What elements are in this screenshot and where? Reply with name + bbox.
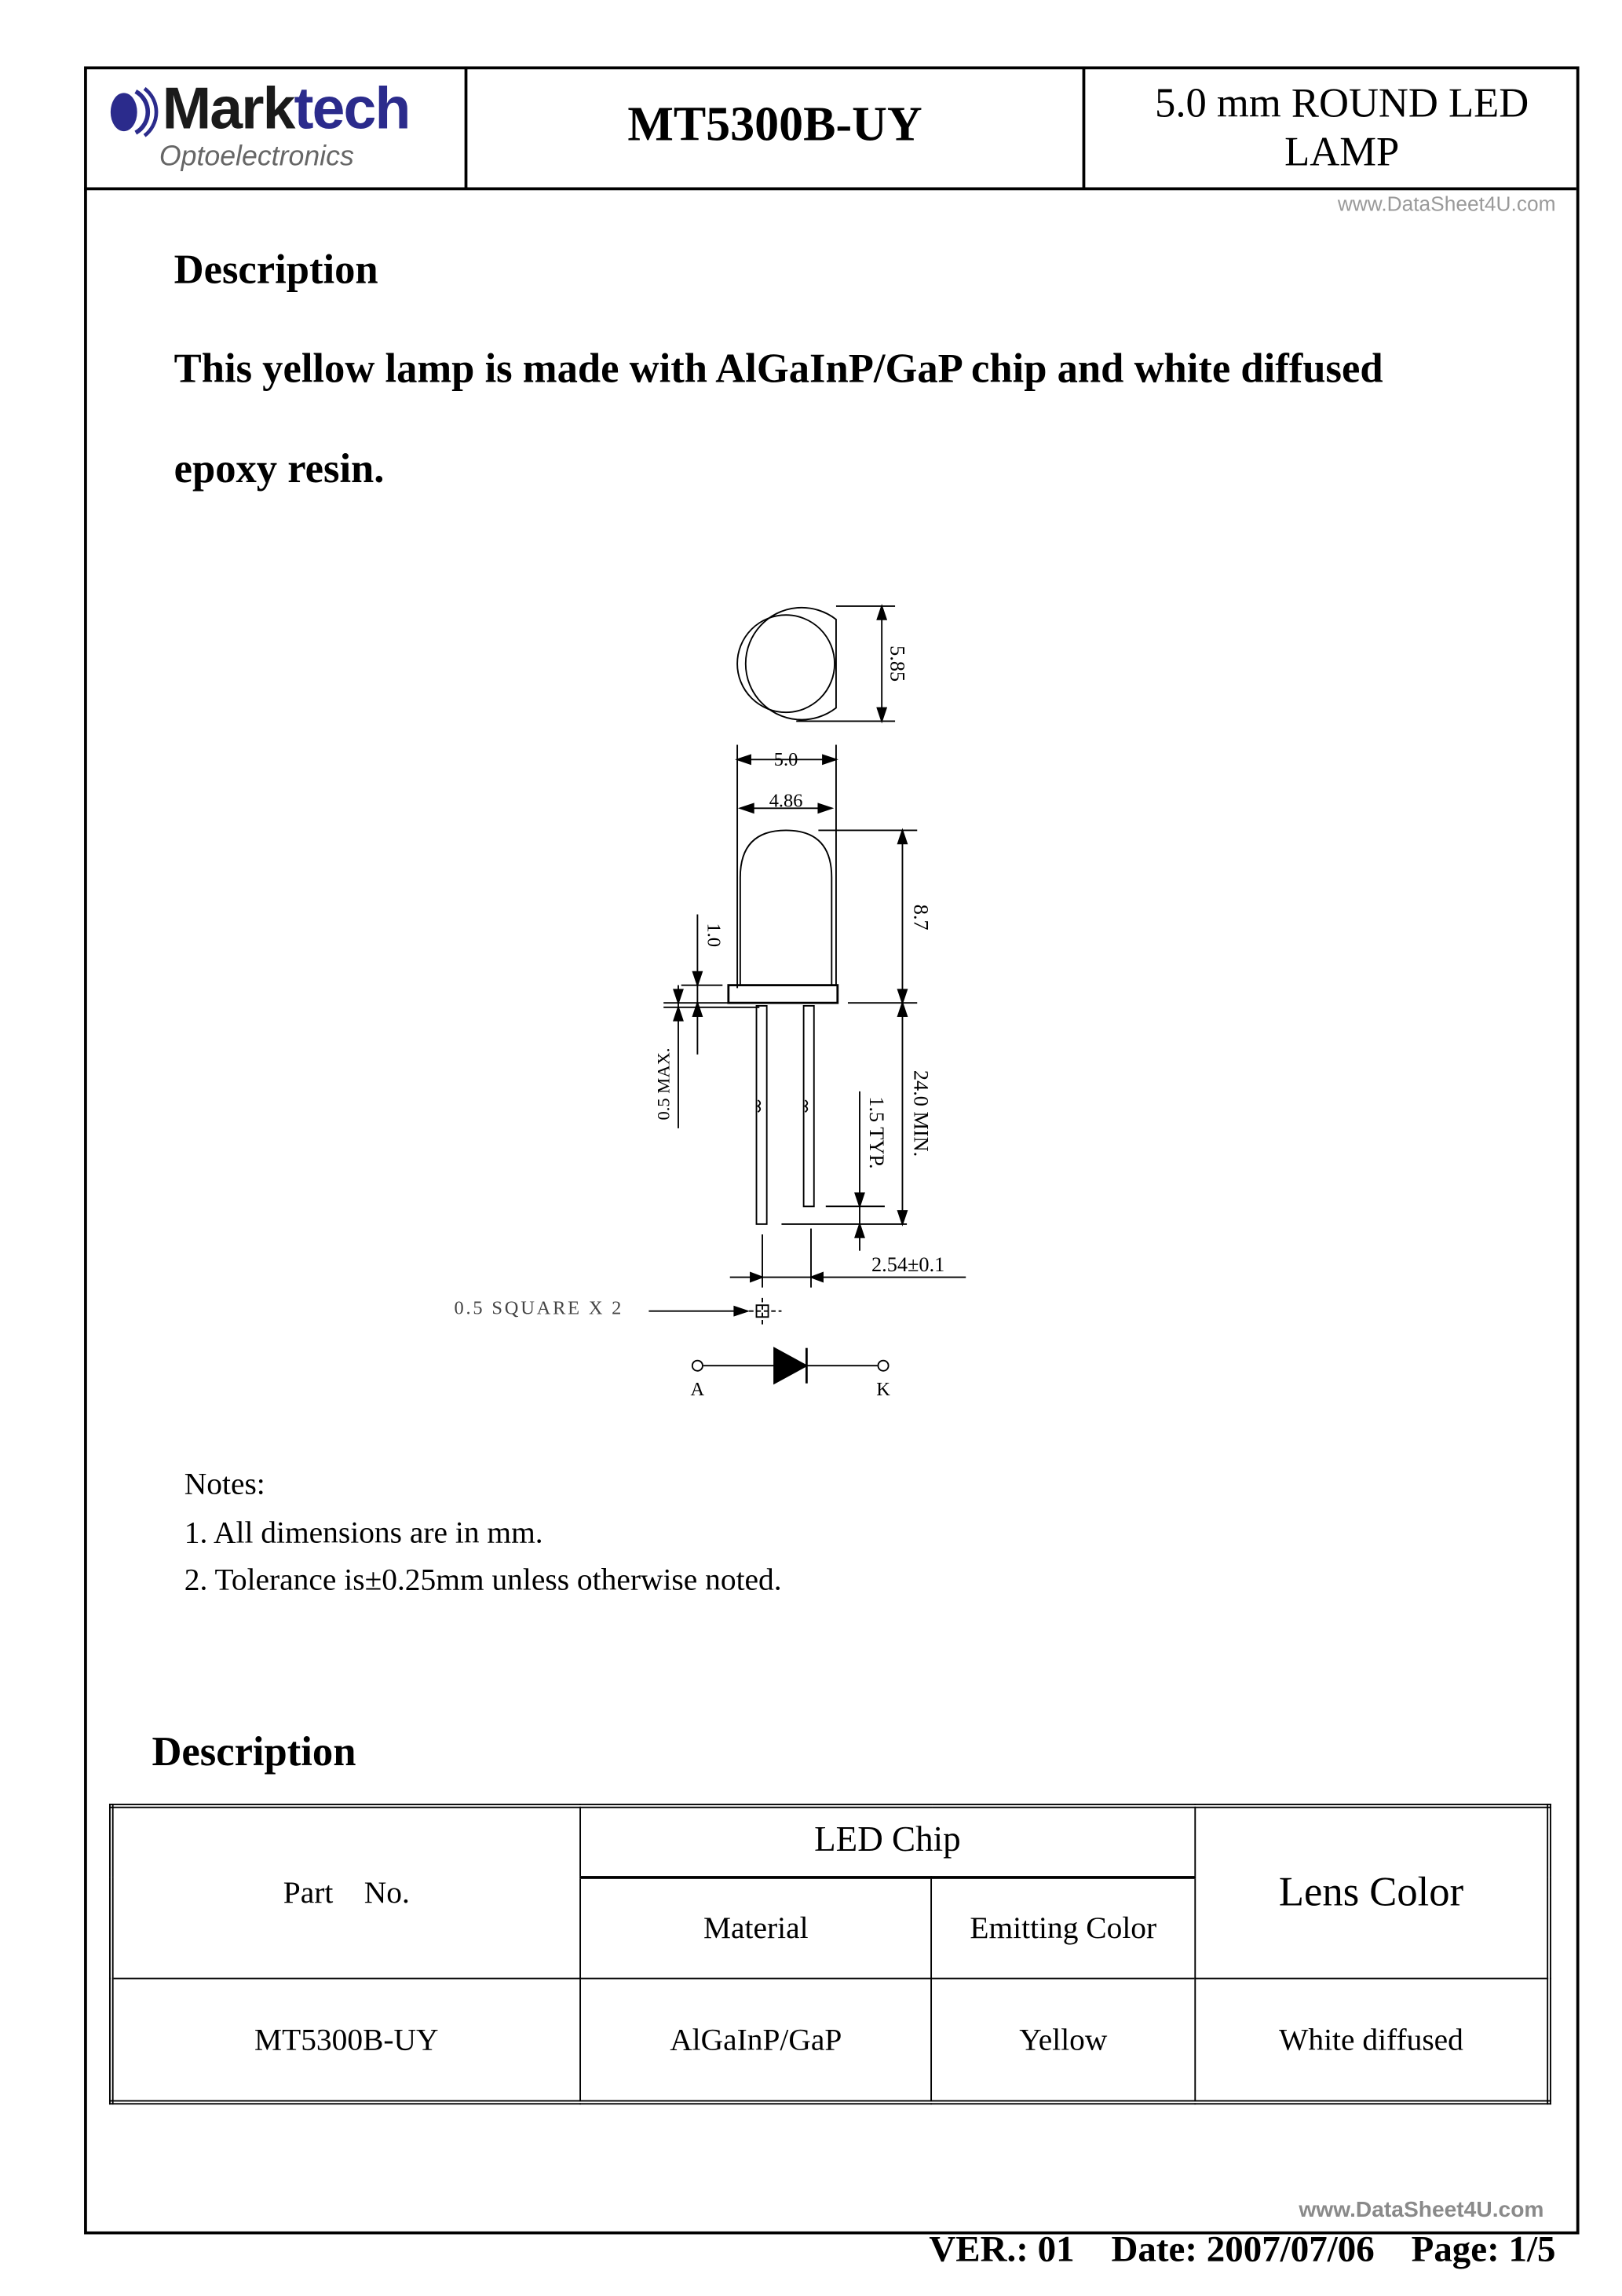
anode-label: A: [690, 1378, 705, 1400]
description-line: This yellow lamp is made with AlGaInP/GaP chip and white diffused: [174, 346, 1383, 393]
cathode-label: K: [876, 1378, 890, 1400]
footer-page: Page: 1/5: [1411, 2229, 1556, 2270]
diode-symbol-icon: [692, 1348, 889, 1384]
dim-label: 2.54±0.1: [871, 1253, 945, 1277]
cell-part: MT5300B-UY: [111, 1979, 580, 2103]
led-flange: [729, 985, 838, 1004]
dim-label: 5.0: [773, 748, 798, 770]
header-emitting-color: Emitting Color: [932, 1877, 1195, 1979]
header-led-chip: LED Chip: [580, 1806, 1195, 1877]
cell-lens: White diffused: [1195, 1979, 1549, 2103]
notes-title: Notes:: [184, 1465, 265, 1502]
watermark-bottom: www.DataSheet4U.com: [1299, 2197, 1544, 2223]
part-number-title: MT5300B-UY: [627, 98, 922, 152]
table-row: [111, 1979, 1549, 2103]
description-line: epoxy resin.: [174, 447, 385, 493]
footer: [929, 2230, 1555, 2272]
note-item: 1. All dimensions are in mm.: [184, 1514, 543, 1550]
header-part-no: Part No.: [111, 1806, 580, 1979]
top-view-lens: [737, 615, 835, 712]
spec-table: [109, 1804, 1551, 2104]
watermark-top: www.DataSheet4U.com: [1337, 192, 1556, 216]
header-lens-color: Lens Color: [1195, 1806, 1549, 1979]
logo-tagline: Optoelectronics: [159, 141, 354, 173]
top-view-outline: [746, 608, 836, 720]
anode-lead: [757, 1006, 767, 1224]
logo-wordmark: Marktech: [162, 76, 410, 142]
dim-label: 24.0 MIN.: [909, 1069, 933, 1157]
dim-label: 4.86: [769, 790, 803, 812]
footer-version: VER.: 01: [929, 2229, 1075, 2270]
cell-emitting: Yellow: [932, 1979, 1195, 2103]
dim-label: 1.5 TYP.: [865, 1096, 889, 1169]
header-material: Material: [580, 1877, 932, 1979]
lead-note: 0.5 SQUARE X 2: [454, 1297, 624, 1319]
footer-date: Date: 2007/07/06: [1111, 2229, 1375, 2270]
dim-label: 8.7: [909, 904, 933, 930]
product-type-line: LAMP: [1284, 130, 1400, 176]
cell-material: AlGaInP/GaP: [580, 1979, 932, 2103]
dim-label: 5.85: [886, 645, 909, 682]
table-heading: Description: [152, 1730, 356, 1776]
dim-label: 0.5 MAX.: [653, 1047, 674, 1121]
dim-label: 1.0: [703, 923, 725, 948]
led-body: [740, 830, 831, 985]
note-item: 2. Tolerance is±0.25mm unless otherwise noted.: [184, 1562, 782, 1598]
description-heading: Description: [174, 247, 378, 294]
product-type-line: 5.0 mm ROUND LED: [1155, 81, 1529, 127]
